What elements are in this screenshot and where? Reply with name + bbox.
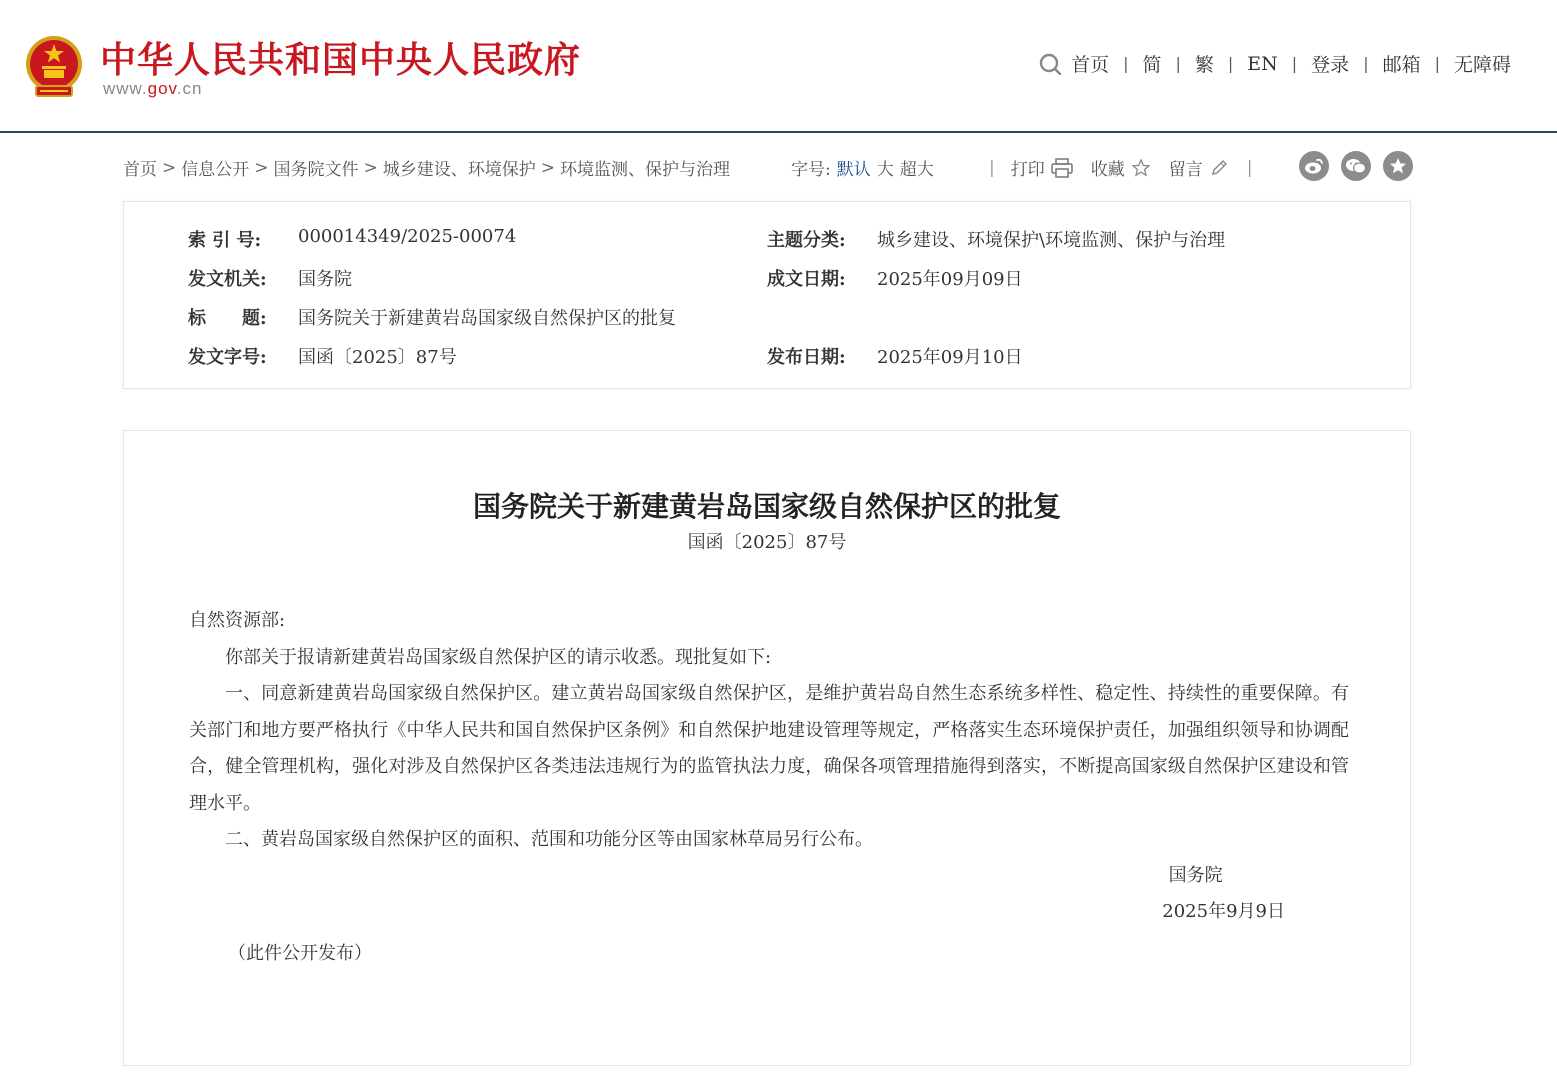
star-icon[interactable] <box>1383 151 1413 181</box>
meta-written-value: 2025年09月09日 <box>877 269 1023 290</box>
weibo-icon[interactable] <box>1299 151 1329 181</box>
nav-english[interactable]: EN <box>1247 52 1278 75</box>
meta-index-label: 索 引 号: <box>188 230 262 251</box>
meta-published-value: 2025年09月10日 <box>877 347 1023 368</box>
meta-docno-value: 国函〔2025〕87号 <box>298 347 457 368</box>
comment-label: 留言 <box>1168 160 1203 180</box>
meta-topic-label: 主题分类: <box>767 230 846 251</box>
favorite-label: 收藏 <box>1090 160 1125 180</box>
meta-issuer-label: 发文机关: <box>188 269 267 290</box>
meta-title-value: 国务院关于新建黄岩岛国家级自然保护区的批复 <box>298 308 676 329</box>
pencil-icon <box>1209 158 1229 178</box>
site-url-prefix: www. <box>103 79 148 98</box>
national-emblem-icon[interactable] <box>22 34 86 100</box>
meta-written-label: 成文日期: <box>767 269 846 290</box>
breadcrumb-state-council-docs[interactable]: 国务院文件 <box>273 160 359 180</box>
article-paragraph: 你部关于报请新建黄岩岛国家级自然保护区的请示收悉。现批复如下: <box>225 646 772 668</box>
breadcrumb-separator: > <box>254 157 269 178</box>
star-outline-icon <box>1131 158 1151 178</box>
nav-separator: | <box>1175 54 1181 73</box>
nav-separator: | <box>1291 54 1298 73</box>
meta-published-date <box>767 343 1023 369</box>
nav-separator: | <box>1227 54 1234 73</box>
favorite-button[interactable] <box>1091 155 1151 180</box>
nav-mailbox[interactable]: 邮箱 <box>1382 54 1421 76</box>
site-header <box>0 0 1557 132</box>
font-size-default[interactable]: 默认 <box>836 160 871 180</box>
article-doc-number: 国函〔2025〕87号 <box>687 532 847 553</box>
breadcrumb-home[interactable]: 首页 <box>123 160 157 180</box>
nav-separator: | <box>1123 54 1129 73</box>
nav-traditional[interactable]: 繁 <box>1194 54 1214 76</box>
meta-topic <box>767 226 1225 252</box>
site-name[interactable]: 中华人民共和国中央人民政府 <box>100 40 582 81</box>
meta-written-date <box>767 265 1023 291</box>
breadcrumb <box>123 155 730 180</box>
article-title: 国务院关于新建黄岩岛国家级自然保护区的批复 <box>472 490 1061 523</box>
breadcrumb-separator: > <box>540 157 555 178</box>
article-paragraph: 二、黄岩岛国家级自然保护区的面积、范围和功能分区等由国家林草局另行公布。 <box>225 829 873 850</box>
comment-button[interactable] <box>1169 155 1229 180</box>
font-size-large[interactable]: 大 <box>876 160 894 180</box>
top-navigation <box>1039 50 1511 77</box>
meta-doc-number <box>188 343 457 369</box>
site-url[interactable] <box>103 79 202 99</box>
tools-separator: | <box>989 157 995 178</box>
signature-organization: 国务院 <box>1168 865 1223 886</box>
nav-separator: | <box>1434 54 1440 73</box>
font-size-selector <box>791 155 940 180</box>
search-icon[interactable] <box>1039 53 1061 75</box>
article-signature <box>1134 861 1285 923</box>
meta-published-label: 发布日期: <box>767 347 846 368</box>
breadcrumb-separator: > <box>162 157 177 178</box>
meta-index-value: 000014349/2025-00074 <box>298 226 517 247</box>
article-paragraph: 一、同意新建黄岩岛国家级自然保护区。建立黄岩岛国家级自然保护区，是维护黄岩岛自然生态系统多样性、稳定性、持续性的重要保障。有关部门和地方要严格执行《中华人民共和国自然保护区条例》和自然保护地建设管理等规定，严格落实生态环境保护责任，加强组织领导和协调配合，健全管理机构，强化对涉及自然保护区各类违法违规行为的监管执法力度，确保各项管理措施得到落实，不断提高国家级自然保护区建设和管理水平。 <box>189 683 1349 814</box>
social-share <box>1287 151 1413 181</box>
site-url-suffix: .cn <box>176 79 203 98</box>
meta-title-label: 标 题: <box>188 308 267 329</box>
meta-docno-label: 发文字号: <box>188 347 267 368</box>
nav-home[interactable]: 首页 <box>1071 54 1110 76</box>
nav-accessibility[interactable]: 无障碍 <box>1453 54 1511 76</box>
article-salutation: 自然资源部: <box>189 610 286 631</box>
breadcrumb-info-disclosure[interactable]: 信息公开 <box>181 160 250 180</box>
toolbar-row <box>123 155 1413 181</box>
wechat-icon[interactable] <box>1341 151 1371 181</box>
nav-login[interactable]: 登录 <box>1311 54 1350 76</box>
breadcrumb-environment[interactable]: 环境监测、保护与治理 <box>560 160 730 180</box>
page-tools <box>973 155 1268 180</box>
nav-simplified[interactable]: 简 <box>1142 54 1162 76</box>
meta-topic-value: 城乡建设、环境保护\环境监测、保护与治理 <box>877 230 1226 251</box>
print-button[interactable] <box>1011 155 1073 180</box>
article-body <box>189 603 1349 859</box>
public-release-note: （此件公开发布） <box>228 943 372 964</box>
meta-title <box>188 304 676 330</box>
signature-date: 2025年9月9日 <box>1162 901 1285 922</box>
article-content <box>123 430 1411 1066</box>
header-divider <box>0 131 1557 133</box>
print-label: 打印 <box>1010 160 1045 180</box>
font-size-label: 字号: <box>791 160 831 180</box>
meta-issuer-value: 国务院 <box>298 269 352 290</box>
meta-issuer <box>188 265 352 291</box>
tools-separator: | <box>1246 157 1253 178</box>
printer-icon <box>1051 158 1073 178</box>
breadcrumb-urban-rural[interactable]: 城乡建设、环境保护 <box>382 160 536 180</box>
breadcrumb-separator: > <box>363 157 378 178</box>
font-size-xlarge[interactable]: 超大 <box>899 160 934 180</box>
site-url-main: gov <box>147 79 177 98</box>
meta-index <box>188 226 516 252</box>
nav-separator: | <box>1363 54 1369 73</box>
document-metadata <box>123 201 1411 389</box>
